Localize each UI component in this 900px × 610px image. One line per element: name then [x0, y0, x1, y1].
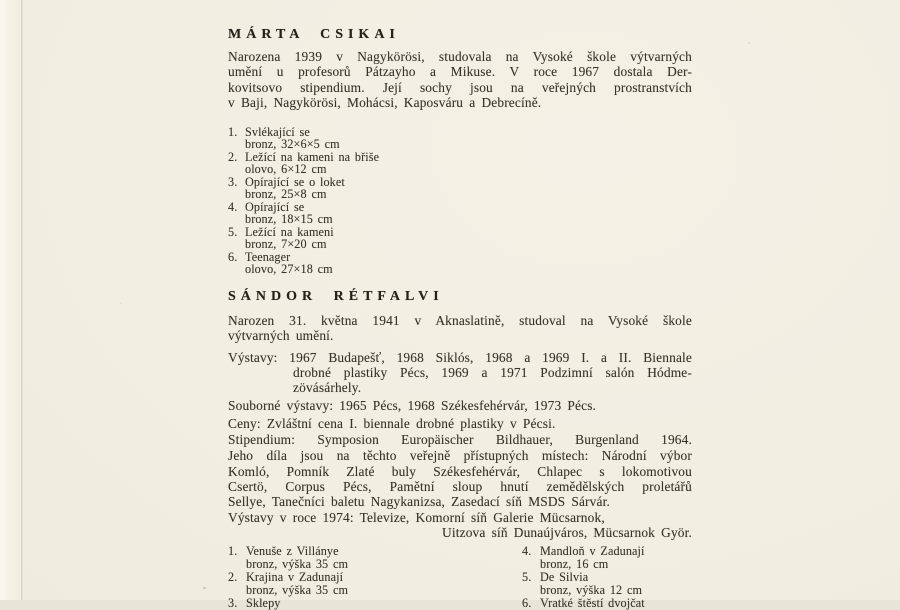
work-material: bronz, 32×6×5 cm: [245, 137, 340, 152]
bio-line: v Baji, Nagykörösi, Mohácsi, Kaposváru a Debrecíně.: [228, 94, 542, 110]
bio-line: Uitzova síň Dunaújváros, Mücsarnok Györ.: [442, 524, 692, 540]
work-number: 1.: [228, 544, 238, 558]
retfalvi-born-paragraph: [228, 313, 692, 344]
work-number: 5.: [228, 224, 238, 239]
work-title: Mandloň v Zadunají: [540, 544, 645, 558]
work-title: Krajina v Zadunají: [246, 570, 344, 585]
work-material: olovo, 6×12 cm: [245, 162, 327, 177]
bio-line: výtvarných umění.: [228, 328, 334, 344]
work-title: Teenager: [245, 249, 291, 264]
work-item: [228, 597, 513, 610]
work-number: 3.: [228, 596, 238, 610]
work-number: 5.: [522, 570, 532, 585]
bio-line: drobné plastiky Pécs, 1969 a 1971 Podzimní salón Hódme-: [293, 364, 692, 380]
bio-line: Komló, Pomník Zlaté buly Székesfehérvár, Chlapec s lokomotivou: [228, 463, 692, 479]
work-material: bronz, 7×20 cm: [245, 237, 327, 252]
page-edge-strip: [5, 0, 21, 600]
work-item: [228, 176, 588, 201]
paper-speck: [748, 42, 750, 44]
bio-line: Csertö, Corpus Pécs, Pamětní sloup hnutí zemědělských proletářů: [228, 478, 692, 494]
work-item: [228, 201, 588, 226]
bio-line: kovitsovo stipendium. Její sochy jsou na veřejných prostranstvích: [228, 79, 692, 95]
bio-line: Jeho díla jsou na těchto veřejně přístupných místech: Národní výbor: [228, 448, 692, 464]
work-material: bronz, 16 cm: [540, 557, 609, 572]
paper-speck: [120, 302, 122, 304]
work-item: [522, 597, 702, 610]
bio-line: umění u profesorů Pátzayho a Mikuse. V roce 1967 dostala Der-: [228, 64, 692, 80]
work-title: Vratké štěstí dvojčat: [540, 596, 645, 610]
bio-line: Výstavy: 1967 Budapešť, 1968 Siklós, 1968 a 1969 I. a II. Biennale: [228, 349, 692, 365]
work-title: Opírající se o loket: [245, 174, 345, 189]
work-title-line: [522, 597, 702, 610]
work-number: 2.: [228, 149, 238, 164]
work-title: De Silvia: [540, 570, 589, 585]
works-column-right: [522, 545, 702, 610]
work-number: 4.: [522, 544, 532, 558]
work-number: 6.: [522, 596, 532, 610]
work-item: [522, 545, 702, 571]
work-title: Ležící na kameni na břiše: [245, 149, 380, 164]
retfalvi-bio-block: [228, 313, 692, 540]
work-material: bronz, 18×15 cm: [245, 212, 333, 227]
work-title: Opírající se: [245, 199, 305, 214]
work-material: bronz, výška 35 cm: [246, 583, 349, 598]
works-column-left: [228, 545, 513, 610]
bio-line: Výstavy v roce 1974: Televize, Komorní síň Galerie Mücsarnok,: [228, 509, 605, 525]
retfalvi-stipend-line: Stipendium: Symposion Europäischer Bildhauer, Burgenland 1964.: [228, 432, 692, 448]
bio-line: zövásárhely.: [293, 380, 362, 396]
bio-line: Narozen 31. května 1941 v Aknaslatině, studoval na Vysoké škole: [228, 313, 692, 328]
csikai-bio-paragraph: [228, 49, 692, 110]
work-title-line: [228, 597, 513, 610]
retfalvi-awards-line: Ceny: Zvláštní cena I. biennale drobné plastiky v Pécsi.: [228, 415, 556, 431]
work-title: Svlékající se: [245, 125, 310, 139]
retfalvi-group-exhibitions-line: Souborné výstavy: 1965 Pécs, 1968 Székesfehérvár, 1973 Pécs.: [228, 398, 597, 414]
work-number: 4.: [228, 199, 238, 214]
work-number: 3.: [228, 174, 238, 189]
work-number: 6.: [228, 249, 238, 264]
work-title: Venuše z Villánye: [246, 544, 339, 558]
csikai-works-list: [228, 126, 588, 275]
work-item: [228, 571, 513, 597]
work-number: 1.: [228, 125, 238, 139]
work-material: bronz, výška 35 cm: [246, 557, 349, 572]
work-item: [228, 126, 588, 151]
work-number: 2.: [228, 570, 238, 585]
paper-speck: [203, 587, 206, 589]
retfalvi-exhibitions-paragraph: [228, 350, 692, 396]
work-title: Sklepy: [246, 596, 281, 610]
artist-heading-csikai: MÁRTA CSIKAI: [228, 27, 400, 42]
work-item: [228, 251, 588, 276]
work-item: [522, 571, 702, 597]
work-material: olovo, 27×18 cm: [245, 261, 333, 276]
work-item: [228, 226, 588, 251]
work-item: [228, 151, 588, 176]
bio-line: Sellye, Tanečníci baletu Nagykanizsa, Zasedací síň MSDS Sárvár.: [228, 494, 610, 510]
retfalvi-public-works-paragraph: [228, 448, 692, 509]
page-fold-line: [21, 0, 24, 600]
artist-heading-retfalvi: SÁNDOR RÉTFALVI: [228, 289, 444, 304]
work-title: Ležící na kameni: [245, 224, 334, 239]
retfalvi-1974-exhibitions-paragraph: [228, 510, 692, 541]
work-item: [228, 545, 513, 571]
work-material: bronz, 25×8 cm: [245, 187, 327, 202]
work-material: bronz, výška 12 cm: [540, 583, 643, 598]
bio-line: Narozena 1939 v Nagykörösi, studovala na Vysoké škole výtvarných: [228, 49, 692, 64]
